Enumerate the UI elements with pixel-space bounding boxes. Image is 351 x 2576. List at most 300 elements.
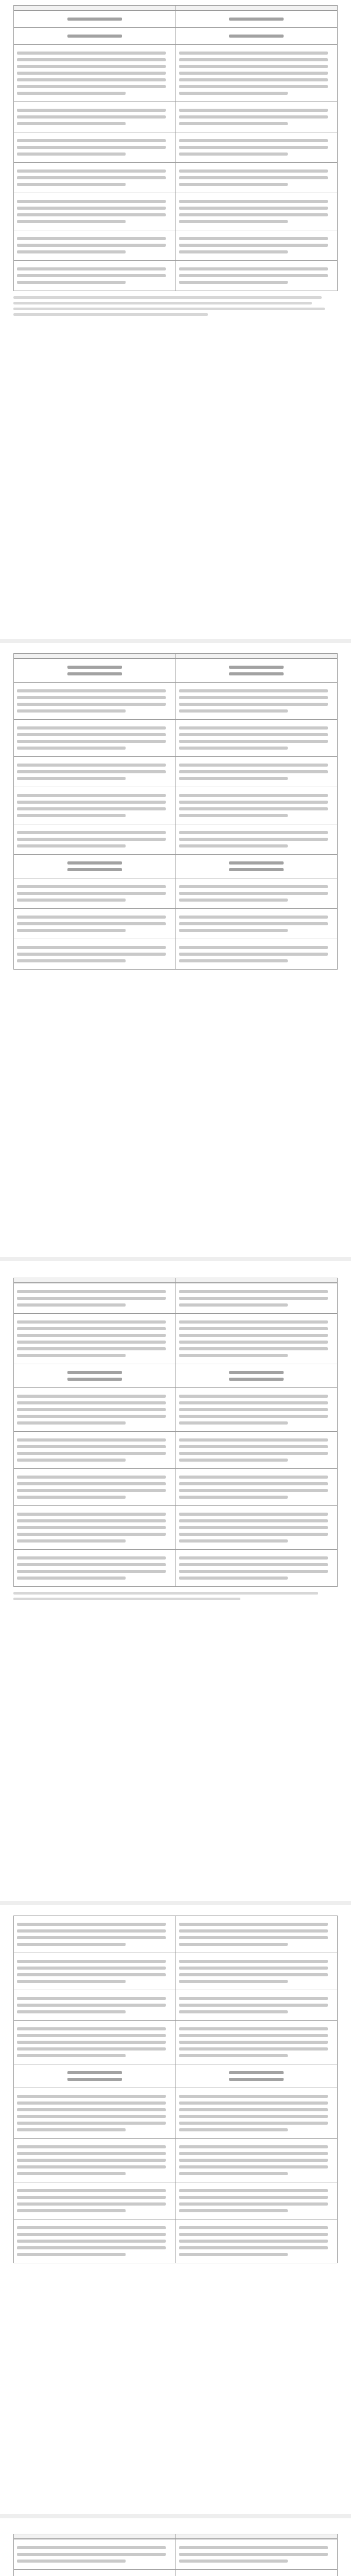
text-line-placeholder [179,220,288,223]
civil-code-cell [176,939,338,969]
text-line-placeholder [17,892,166,895]
text-line-placeholder [17,281,126,284]
text-line-placeholder [17,2165,166,2168]
text-line-placeholder [17,2027,166,2030]
page-separator [0,1901,351,1905]
text-line-placeholder [17,1539,126,1543]
text-line-placeholder [179,1408,328,1411]
text-line-placeholder [179,1563,328,1566]
table-row [14,908,337,939]
civil-code-cell [176,1314,338,1364]
text-line-placeholder [179,1297,328,1300]
text-line-placeholder [17,801,166,804]
text-line-placeholder [17,72,166,75]
text-line-placeholder [179,696,328,699]
table-row [14,658,337,682]
table-row [14,1283,337,1313]
text-line-placeholder [17,2041,166,2044]
old-law-cell [14,230,176,260]
text-line-placeholder [179,1347,328,1350]
text-line-placeholder [179,2172,288,2175]
text-line-placeholder [17,747,126,750]
text-line-placeholder [179,2041,328,2044]
page-2 [13,653,338,1246]
civil-code-cell [176,878,338,908]
text-line-placeholder [179,250,288,253]
text-line-placeholder [179,689,328,692]
text-line-placeholder [179,2004,328,2007]
old-law-cell [14,1990,176,2020]
text-line-placeholder [17,2034,166,2037]
text-line-placeholder [17,1408,166,1411]
left-column-header [14,1278,176,1282]
text-line-placeholder [179,1936,328,1939]
text-line-placeholder [179,115,328,118]
text-line-placeholder [179,1556,328,1560]
text-line-placeholder [179,740,328,743]
text-line-placeholder [17,1421,126,1425]
old-law-cell [14,102,176,132]
table-row [14,2020,337,2064]
text-line-placeholder [179,152,288,156]
text-line-placeholder [179,1489,328,1492]
table-row [14,756,337,787]
text-line-placeholder [17,794,166,797]
text-line-placeholder [17,213,166,216]
text-line-placeholder [179,207,328,210]
text-line-placeholder [17,267,166,270]
text-line-placeholder [17,176,166,179]
text-line-placeholder [17,844,126,848]
table-row [14,1916,337,1953]
civil-code-cell [176,855,338,878]
text-line-placeholder [179,1533,328,1536]
old-law-cell [14,2064,176,2088]
text-line-placeholder [17,1297,166,1300]
text-line-placeholder [179,2122,328,2125]
table-row [14,230,337,260]
text-line-placeholder [17,726,166,730]
text-line-placeholder [179,146,328,149]
text-line-placeholder [17,929,126,932]
table-row [14,260,337,291]
table-row [14,10,337,27]
text-line-placeholder [67,1371,122,1374]
text-line-placeholder [17,1476,166,1479]
text-line-placeholder [17,1489,166,1492]
text-line-placeholder [179,244,328,247]
text-line-placeholder [17,703,166,706]
text-line-placeholder [179,814,288,817]
text-line-placeholder [179,844,288,848]
text-line-placeholder [17,2233,166,2236]
text-line-placeholder [17,152,126,156]
text-line-placeholder [179,72,328,75]
text-line-placeholder [17,1327,166,1330]
civil-code-cell [176,2539,338,2569]
table-row [14,824,337,854]
old-law-cell [14,1314,176,1364]
text-line-placeholder [17,1563,166,1566]
column-headers [13,1278,338,1283]
text-line-placeholder [67,868,122,871]
old-law-cell [14,2539,176,2569]
text-line-placeholder [179,2128,288,2131]
civil-code-cell [176,261,338,291]
text-line-placeholder [17,1452,166,1455]
civil-code-cell [176,2570,338,2576]
text-line-placeholder [17,1923,166,1926]
text-line-placeholder [179,2027,328,2030]
old-law-cell [14,1469,176,1505]
table-row [14,2539,337,2569]
text-line-placeholder [67,35,122,38]
text-line-placeholder [17,2253,126,2256]
text-line-placeholder [17,1980,126,1983]
text-line-placeholder [179,1539,288,1543]
text-line-placeholder [17,740,166,743]
text-line-placeholder [17,146,166,149]
text-line-placeholder [179,1445,328,1448]
text-line-placeholder [179,794,328,797]
text-line-placeholder [17,709,126,713]
text-line-placeholder [17,2209,126,2212]
page-3 [13,1278,338,1896]
page-1 [13,0,338,639]
old-law-cell [14,878,176,908]
text-line-placeholder [17,1290,166,1293]
text-line-placeholder [179,52,328,55]
text-line-placeholder [179,1960,328,1963]
text-line-placeholder [179,1452,328,1455]
text-line-placeholder [17,2128,126,2131]
text-line-placeholder [17,922,166,925]
text-line-placeholder [17,1354,126,1357]
text-line-placeholder [179,1395,328,1398]
text-line-placeholder [179,1519,328,1522]
text-line-placeholder [229,861,284,865]
text-line-placeholder [179,1459,288,1462]
text-line-placeholder [179,183,288,186]
table-row [14,1431,337,1468]
text-line-placeholder [179,267,328,270]
text-line-placeholder [179,2034,328,2037]
text-line-placeholder [17,2054,126,2057]
text-line-placeholder [179,2047,328,2050]
text-line-placeholder [17,1445,166,1448]
text-line-placeholder [17,2122,166,2125]
text-line-placeholder [179,200,328,203]
text-line-placeholder [179,2115,328,2118]
text-line-placeholder [179,1923,328,1926]
text-line-placeholder [17,2553,166,2556]
text-line-placeholder [17,1526,166,1529]
text-line-placeholder [17,65,166,68]
text-line-placeholder [17,1401,166,1404]
right-column-header [176,654,338,658]
text-line-placeholder [17,2560,126,2563]
text-line-placeholder [17,1303,126,1307]
text-line-placeholder [179,92,288,95]
table-row [14,1505,337,1549]
table-row [14,1549,337,1586]
text-line-placeholder [179,1997,328,2000]
civil-code-cell [176,163,338,193]
civil-code-cell [176,757,338,787]
text-line-placeholder [179,58,328,61]
text-line-placeholder [17,2172,126,2175]
text-line-placeholder [179,281,288,284]
old-law-cell [14,2219,176,2263]
text-line-placeholder [17,237,166,240]
text-line-placeholder [179,170,328,173]
text-line-placeholder [179,959,288,962]
left-column-header [14,2534,176,2538]
comparison-table [13,658,338,970]
text-line-placeholder [179,770,328,773]
old-law-cell [14,2570,176,2576]
right-column-header [176,2534,338,2538]
text-line-placeholder [179,176,328,179]
old-law-cell [14,1432,176,1468]
text-line-placeholder [179,733,328,736]
text-line-placeholder [17,2152,166,2155]
text-line-placeholder [179,274,328,277]
text-line-placeholder [179,2108,328,2111]
text-line-placeholder [17,899,126,902]
old-law-cell [14,1506,176,1549]
civil-code-cell [176,1469,338,1505]
text-line-placeholder [17,1334,166,1337]
old-law-cell [14,2182,176,2219]
text-line-placeholder [179,1327,328,1330]
table-row [14,193,337,230]
text-line-placeholder [179,2246,328,2249]
civil-code-cell [176,2219,338,2263]
right-column-header [176,1278,338,1282]
page-separator [0,1257,351,1261]
table-row [14,2569,337,2576]
text-line-placeholder [179,1415,328,1418]
comparison-table [13,1283,338,1587]
text-line-placeholder [17,959,126,962]
table-row [14,878,337,908]
text-line-placeholder [179,885,328,888]
text-line-placeholder [17,2240,166,2243]
text-line-placeholder [179,1526,328,1529]
table-row [14,1468,337,1505]
old-law-cell [14,1916,176,1953]
text-line-placeholder [17,183,126,186]
text-line-placeholder [67,666,122,669]
table-row [14,939,337,969]
text-line-placeholder [229,18,284,21]
text-line-placeholder [17,770,166,773]
text-line-placeholder [179,1929,328,1933]
civil-code-cell [176,1506,338,1549]
text-line-placeholder [179,2202,328,2206]
text-line-placeholder [179,1577,288,1580]
old-law-cell [14,909,176,939]
page-5 [13,2534,338,2576]
text-line-placeholder [179,1421,288,1425]
old-law-cell [14,28,176,44]
text-line-placeholder [17,2115,166,2118]
text-line-placeholder [17,1577,126,1580]
text-line-placeholder [17,1929,166,1933]
text-line-placeholder [179,709,288,713]
civil-code-cell [176,28,338,44]
civil-code-cell [176,2064,338,2088]
text-line-placeholder [17,250,126,253]
old-law-cell [14,720,176,756]
text-line-placeholder [67,1378,122,1381]
old-law-cell [14,787,176,824]
text-line-placeholder [229,1378,284,1381]
page-4 [13,1916,338,2508]
text-line-placeholder [17,946,166,949]
text-line-placeholder [179,1980,288,1983]
text-line-placeholder [179,213,328,216]
text-line-placeholder [17,122,126,125]
civil-code-cell [176,102,338,132]
text-line-placeholder [179,922,328,925]
text-line-placeholder [67,2078,122,2081]
text-line-placeholder [17,1395,166,1398]
civil-code-cell [176,11,338,27]
text-line-placeholder [179,2226,328,2229]
old-law-cell [14,1550,176,1586]
text-line-placeholder [179,2196,328,2199]
text-line-placeholder [17,1459,126,1462]
text-line-placeholder [17,1936,166,1939]
civil-code-cell [176,2021,338,2064]
text-line-placeholder [17,1438,166,1442]
text-line-placeholder [179,2102,328,2105]
text-line-placeholder [17,689,166,692]
old-law-cell [14,1364,176,1387]
civil-code-cell [176,683,338,719]
right-column-header [176,6,338,10]
civil-code-cell [176,1990,338,2020]
table-row [14,682,337,719]
text-line-placeholder [179,1303,288,1307]
column-headers [13,653,338,658]
text-line-placeholder [17,2145,166,2148]
text-line-placeholder [179,237,328,240]
text-line-placeholder [229,666,284,669]
text-line-placeholder [17,244,166,247]
civil-code-cell [176,2182,338,2219]
text-line-placeholder [17,2196,166,2199]
civil-code-cell [176,132,338,162]
text-line-placeholder [17,1943,126,1946]
text-line-placeholder [17,885,166,888]
text-line-placeholder [179,807,328,810]
text-line-placeholder [179,1570,328,1573]
comparison-table [13,10,338,291]
comparison-table [13,2539,338,2576]
text-line-placeholder [17,916,166,919]
civil-code-cell [176,1953,338,1990]
text-line-placeholder [179,2553,328,2556]
text-line-placeholder [17,200,166,203]
left-column-header [14,654,176,658]
text-line-placeholder [179,1482,328,1485]
left-column-header [14,6,176,10]
civil-code-cell [176,720,338,756]
text-line-placeholder [179,1476,328,1479]
text-line-placeholder [17,207,166,210]
civil-code-cell [176,1364,338,1387]
text-line-placeholder [17,58,166,61]
text-line-placeholder [179,109,328,112]
table-row [14,44,337,101]
text-line-placeholder [17,838,166,841]
old-law-cell [14,132,176,162]
civil-code-cell [176,909,338,939]
text-line-placeholder [17,2202,166,2206]
text-line-placeholder [229,2071,284,2074]
text-line-placeholder [17,1967,166,1970]
text-line-placeholder [179,2010,288,2013]
text-line-placeholder [17,1482,166,1485]
text-line-placeholder [179,764,328,767]
text-line-placeholder [17,1341,166,1344]
text-line-placeholder [17,1997,166,2000]
text-line-placeholder [17,764,166,767]
text-line-placeholder [17,52,166,55]
text-line-placeholder [179,2095,328,2098]
civil-code-cell [176,1388,338,1431]
footnote [13,1592,338,1600]
text-line-placeholder [179,1401,328,1404]
old-law-cell [14,163,176,193]
old-law-cell [14,757,176,787]
text-line-placeholder [179,1943,288,1946]
text-line-placeholder [179,777,288,780]
text-line-placeholder [229,672,284,675]
table-row [14,2182,337,2219]
column-headers [13,5,338,10]
text-line-placeholder [17,1973,166,1976]
text-line-placeholder [17,2546,166,2549]
text-line-placeholder [17,831,166,834]
table-row [14,1953,337,1990]
text-line-placeholder [179,892,328,895]
text-line-placeholder [179,1513,328,1516]
text-line-placeholder [179,703,328,706]
text-line-placeholder [179,726,328,730]
table-row [14,1313,337,1364]
civil-code-cell [176,659,338,682]
civil-code-cell [176,2088,338,2138]
civil-code-cell [176,1550,338,1586]
civil-code-cell [176,193,338,230]
old-law-cell [14,939,176,969]
civil-code-cell [176,787,338,824]
text-line-placeholder [179,747,288,750]
text-line-placeholder [17,2047,166,2050]
text-line-placeholder [179,85,328,88]
civil-code-cell [176,1916,338,1953]
column-headers [13,2534,338,2539]
civil-code-cell [176,230,338,260]
text-line-placeholder [17,953,166,956]
text-line-placeholder [179,831,328,834]
text-line-placeholder [179,2546,328,2549]
text-line-placeholder [17,2102,166,2105]
